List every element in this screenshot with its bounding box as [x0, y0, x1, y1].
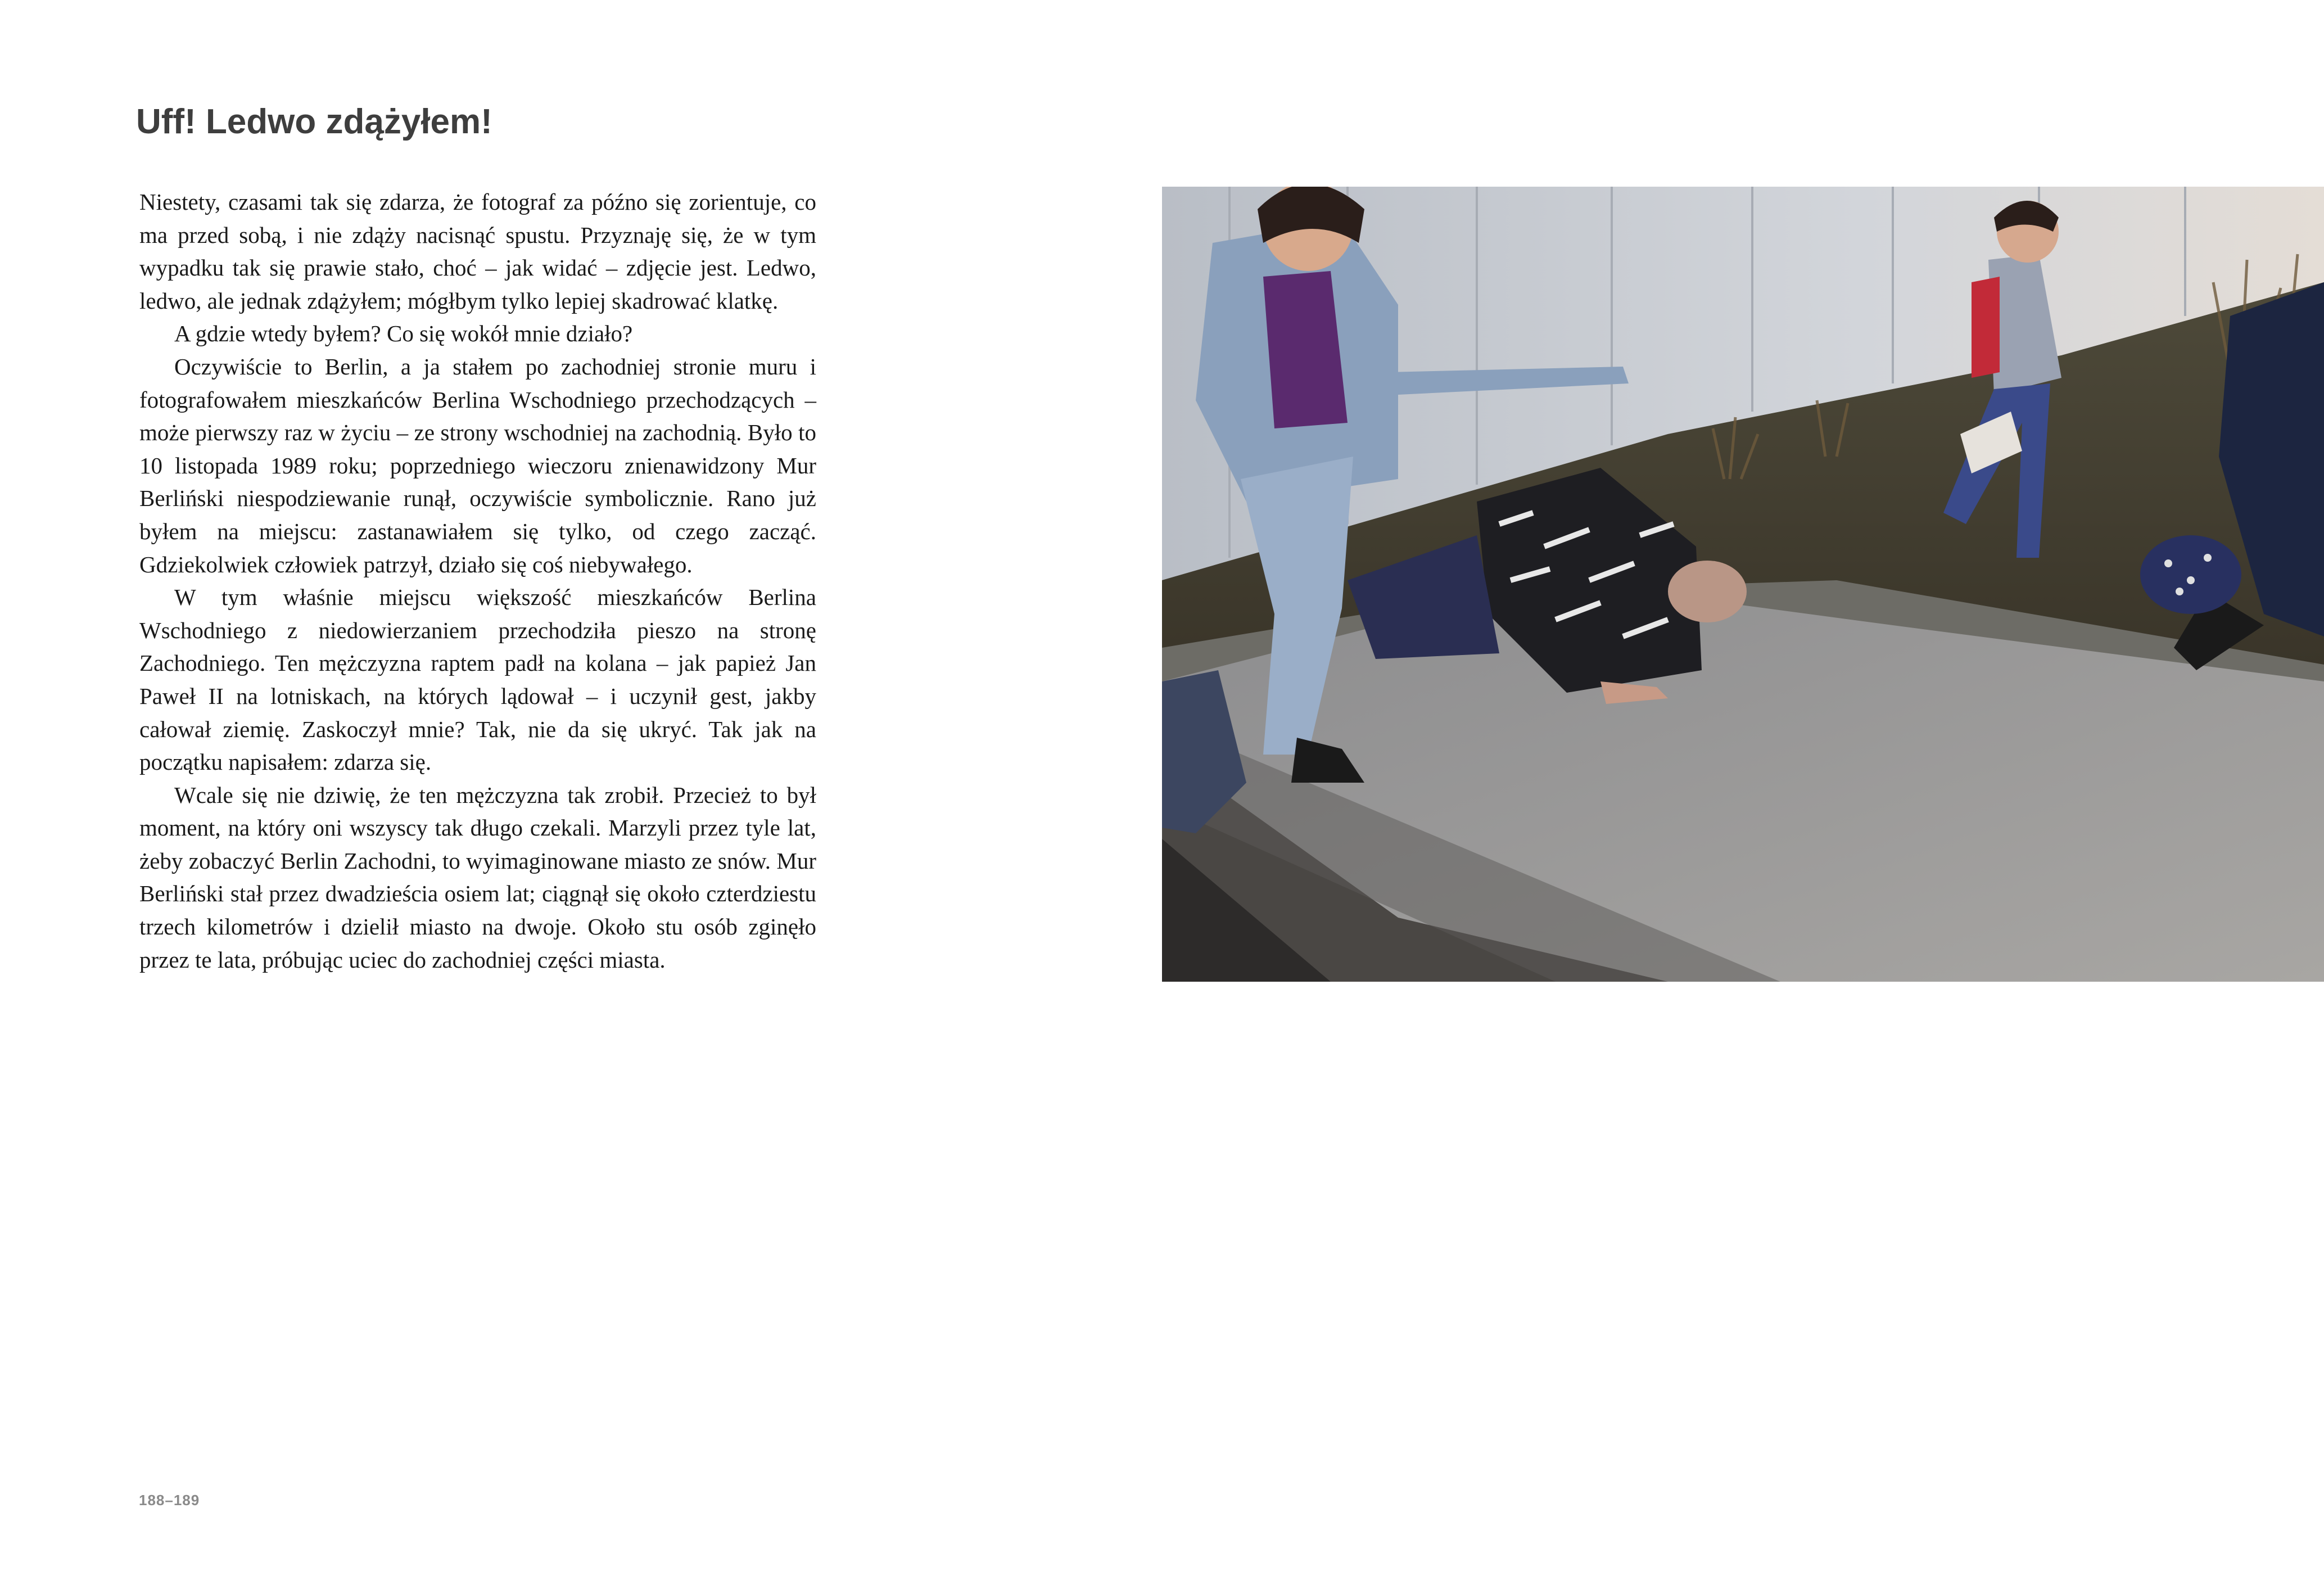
berlin-wall-photo — [1162, 187, 2324, 982]
paragraph: Wcale się nie dziwię, że ten mężczyzna tak zrobił. Przecież to był moment, na który oni wszyscy tak długo czekali. Marzyli przez tyle lat, żeby zobaczyć Berlin Zachodni, to wyimaginowane miasto ze snów. Mur Berliński stał przez dwadzieścia osiem lat; ciągnął się około czterdziestu trzech kilometrów i dzielił miasto na dwoje. Około stu osób zginęło przez te lata, próbując uciec do zachodniej części miasta. — [139, 782, 816, 973]
paragraph: Niestety, czasami tak się zdarza, że fotograf za późno się zorientuje, co ma przed sobą, i nie zdąży nacisnąć spustu. Przyznaję się, że w tym wypadku tak się prawie stało, choć – jak widać – zdjęcie jest. Ledwo, ledwo, ale jednak zdążyłem; mógłbym tylko lepiej skadrować klatkę. — [139, 189, 816, 314]
article-body — [139, 186, 816, 976]
paragraph: W tym właśnie miejscu większość mieszkańców Berlina Wschodniego z niedowierzaniem przechodziła pieszo na stronę Zachodniego. Ten mężczyzna raptem padł na kolana – jak papież Jan Paweł II na lotniskach, na których lądował – i uczynił gest, jakby całował ziemię. Zaskoczył mnie? Tak, nie da się ukryć. Tak jak na początku napisałem: zdarza się. — [139, 584, 816, 775]
page-title: Uff! Ledwo zdążyłem! — [136, 102, 492, 141]
paragraph: A gdzie wtedy byłem? Co się wokół mnie działo? — [174, 320, 633, 347]
page-number: 188–189 — [139, 1492, 200, 1509]
paragraph: Oczywiście to Berlin, a ja stałem po zachodniej stronie muru i fotografowałem mieszkańców Berlina Wschodniego przechodzących – może pierwszy raz w życiu – ze strony wschodniej na zachodnią. Było to 10 listopada 1989 roku; poprzedniego wieczoru znienawidzony Mur Berliński niespodziewanie runął, oczywiście symbolicznie. Rano już byłem na miejscu: zastanawiałem się tylko, od czego zacząć. Gdziekolwiek człowiek patrzył, działo się coś niebywałego. — [139, 353, 816, 577]
